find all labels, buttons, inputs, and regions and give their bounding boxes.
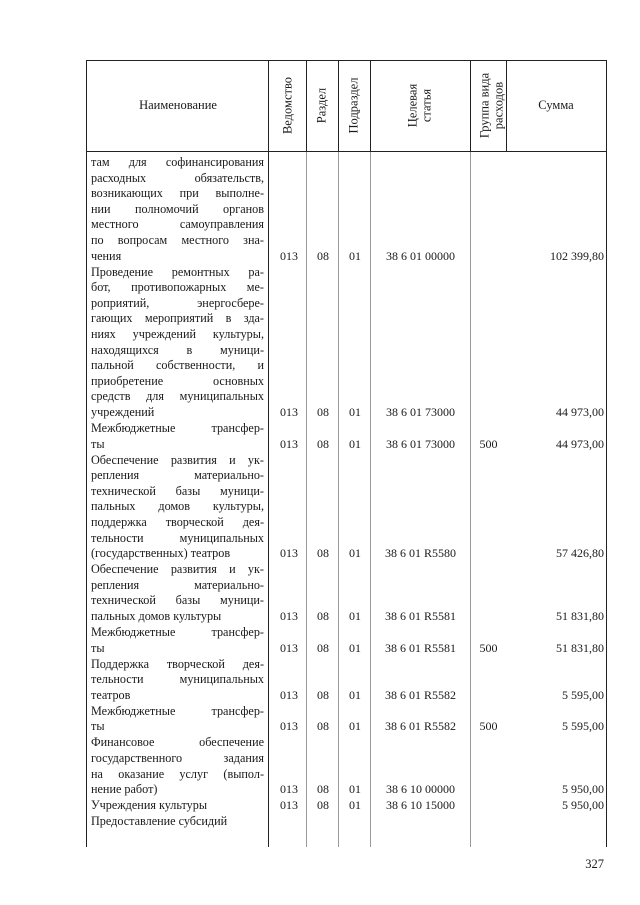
row-summa: 5 950,00: [562, 798, 604, 813]
row-celevaya: 38 6 01 00000: [386, 248, 455, 263]
row-name-line: государственного задания: [91, 750, 264, 765]
row-name-line: находящихся в муници-: [91, 342, 264, 357]
row-vedomstvo: 013: [280, 405, 298, 419]
row-name-line: Межбюджетные трансфер-: [91, 625, 264, 639]
col-line-pod-right: [370, 60, 371, 152]
row-name-line: учреждений: [91, 404, 155, 419]
row-vedomstvo: 013: [280, 798, 298, 813]
col-line-name-right: [268, 60, 269, 847]
row-name: [91, 814, 264, 830]
row-name-line: Обеспечение развития и ук-: [91, 562, 264, 577]
row-name: [91, 265, 264, 421]
row-name-line: Межбюджетные трансфер-: [91, 703, 264, 718]
row-vedomstvo: 013: [280, 687, 298, 702]
header-bottom-border: [86, 151, 606, 152]
header-summa: Сумма: [538, 98, 574, 112]
row-name-line: Межбюджетные трансфер-: [91, 421, 264, 435]
row-razdel: 08: [317, 405, 329, 419]
col-line-ved-body: [306, 152, 307, 847]
row-name-line: Проведение ремонтных ра-: [91, 264, 264, 279]
col-line-raz-body: [338, 152, 339, 847]
col-line-cel-right: [470, 60, 471, 152]
row-vedomstvo: 013: [280, 782, 298, 797]
row-name-line: Учреждения культуры: [91, 798, 208, 813]
row-summa: 57 426,80: [556, 546, 604, 561]
row-celevaya: 38 6 10 00000: [386, 782, 455, 797]
row-razdel: 08: [317, 782, 329, 797]
header-celevaya-line1: Целевая: [405, 83, 420, 128]
row-podrazdel: 01: [349, 436, 361, 451]
row-name-line: там для софинансирования: [91, 155, 264, 169]
row-summa: 5 950,00: [562, 782, 604, 797]
header-gruppa-line2: расходов: [491, 81, 506, 130]
row-razdel: 08: [317, 687, 329, 702]
row-name-line: средств для муниципальных: [91, 389, 264, 404]
row-name-line: местного самоуправления: [91, 217, 264, 232]
row-name-line: ты: [91, 719, 105, 734]
row-name-line: приобретение основных: [91, 373, 264, 388]
row-name-line: пальных домов культуры: [91, 608, 222, 623]
row-vedomstvo: 013: [280, 640, 298, 655]
row-name-line: роприятий, энергосбере-: [91, 295, 264, 310]
col-line-right: [606, 60, 607, 847]
row-summa: 102 399,80: [550, 248, 604, 263]
row-vedomstvo: 013: [280, 248, 298, 263]
row-podrazdel: 01: [349, 609, 361, 623]
row-name-line: нии полномочий органов: [91, 201, 264, 216]
row-podrazdel: 01: [349, 782, 361, 797]
page-number: 327: [585, 857, 604, 871]
row-name: [91, 704, 264, 735]
row-gruppa: 500: [479, 719, 498, 734]
row-razdel: 08: [317, 436, 329, 451]
row-summa: 51 831,80: [556, 609, 604, 623]
row-name-line: Поддержка творческой дея-: [91, 656, 264, 671]
row-name-line: возникающих при выполне-: [91, 186, 264, 201]
row-name-line: технической базы муници-: [91, 593, 264, 608]
row-summa: 5 595,00: [562, 719, 604, 734]
header-name: Наименование: [139, 98, 217, 112]
row-name-line: тельности муниципальных: [91, 530, 264, 545]
row-celevaya: 38 6 01 R5581: [384, 640, 456, 655]
row-celevaya: 38 6 10 15000: [386, 798, 455, 813]
header-gruppa-line1: Группа вида: [477, 72, 492, 139]
row-vedomstvo: 013: [280, 609, 298, 623]
row-vedomstvo: 013: [280, 436, 298, 451]
row-name: [91, 421, 264, 452]
row-name: [91, 453, 264, 562]
row-razdel: 08: [317, 248, 329, 263]
row-name-line: чения: [91, 248, 122, 263]
row-razdel: 08: [317, 546, 329, 561]
row-podrazdel: 01: [349, 687, 361, 702]
row-name-line: Обеспечение развития и ук-: [91, 452, 264, 467]
row-name-line: бот, противопожарных ме-: [91, 280, 264, 295]
row-summa: 44 973,00: [556, 436, 604, 451]
col-line-grp-right: [506, 60, 507, 152]
header-razdel: Раздел: [314, 87, 329, 124]
row-summa: 51 831,80: [556, 640, 604, 655]
row-name: [91, 155, 264, 264]
col-line-raz-right: [338, 60, 339, 152]
col-line-ved-right: [306, 60, 307, 152]
row-summa: 5 595,00: [562, 687, 604, 702]
row-name-line: (государственных) театров: [91, 546, 231, 561]
row-celevaya: 38 6 01 R5582: [384, 687, 456, 702]
row-name-line: Предоставление субсидий: [91, 814, 228, 829]
row-vedomstvo: 013: [280, 546, 298, 561]
row-podrazdel: 01: [349, 640, 361, 655]
row-celevaya: 38 6 01 R5581: [384, 609, 456, 623]
row-name: [91, 657, 264, 704]
header-podrazdel: Подраздел: [346, 77, 361, 134]
row-name-line: ты: [91, 436, 105, 451]
row-name: [91, 562, 264, 624]
row-gruppa: 500: [479, 436, 498, 451]
row-podrazdel: 01: [349, 405, 361, 419]
row-name: [91, 798, 264, 814]
row-razdel: 08: [317, 719, 329, 734]
row-razdel: 08: [317, 798, 329, 813]
row-name-line: по вопросам местного зна-: [91, 232, 264, 247]
row-name-line: расходных обязательств,: [91, 170, 264, 185]
row-name-line: пальных домов культуры,: [91, 499, 264, 514]
row-celevaya: 38 6 01 73000: [386, 436, 455, 451]
col-line-left: [86, 60, 87, 847]
row-gruppa: 500: [479, 640, 498, 655]
row-name: [91, 735, 264, 797]
row-razdel: 08: [317, 640, 329, 655]
row-razdel: 08: [317, 609, 329, 623]
row-podrazdel: 01: [349, 798, 361, 813]
row-name-line: поддержка творческой дея-: [91, 514, 264, 529]
row-podrazdel: 01: [349, 546, 361, 561]
row-name-line: Финансовое обеспечение: [91, 735, 264, 750]
table-top-border: [86, 60, 606, 61]
row-name-line: театров: [91, 687, 131, 702]
row-summa: 44 973,00: [556, 405, 604, 419]
row-name-line: ты: [91, 640, 105, 655]
row-name-line: репления материально-: [91, 577, 264, 592]
row-name-line: пальной собственности, и: [91, 358, 264, 373]
col-line-cel-body: [470, 152, 471, 847]
row-vedomstvo: 013: [280, 719, 298, 734]
row-name-line: нение работ): [91, 782, 158, 797]
row-name: [91, 625, 264, 656]
row-celevaya: 38 6 01 R5582: [384, 719, 456, 734]
row-podrazdel: 01: [349, 248, 361, 263]
row-name-line: ниях учреждений культуры,: [91, 326, 264, 341]
header-celevaya-line2: статья: [419, 88, 434, 123]
row-celevaya: 38 6 01 R5580: [384, 546, 456, 561]
header-vedomstvo: Ведомство: [280, 76, 295, 135]
row-celevaya: 38 6 01 73000: [386, 405, 455, 419]
row-podrazdel: 01: [349, 719, 361, 734]
row-name-line: тельности муниципальных: [91, 672, 264, 687]
row-name-line: технической базы муници-: [91, 483, 264, 498]
row-name-line: репления материально-: [91, 468, 264, 483]
row-name-line: на оказание услуг (выпол-: [91, 766, 264, 781]
row-name-line: гающих мероприятий в зда-: [91, 311, 264, 326]
